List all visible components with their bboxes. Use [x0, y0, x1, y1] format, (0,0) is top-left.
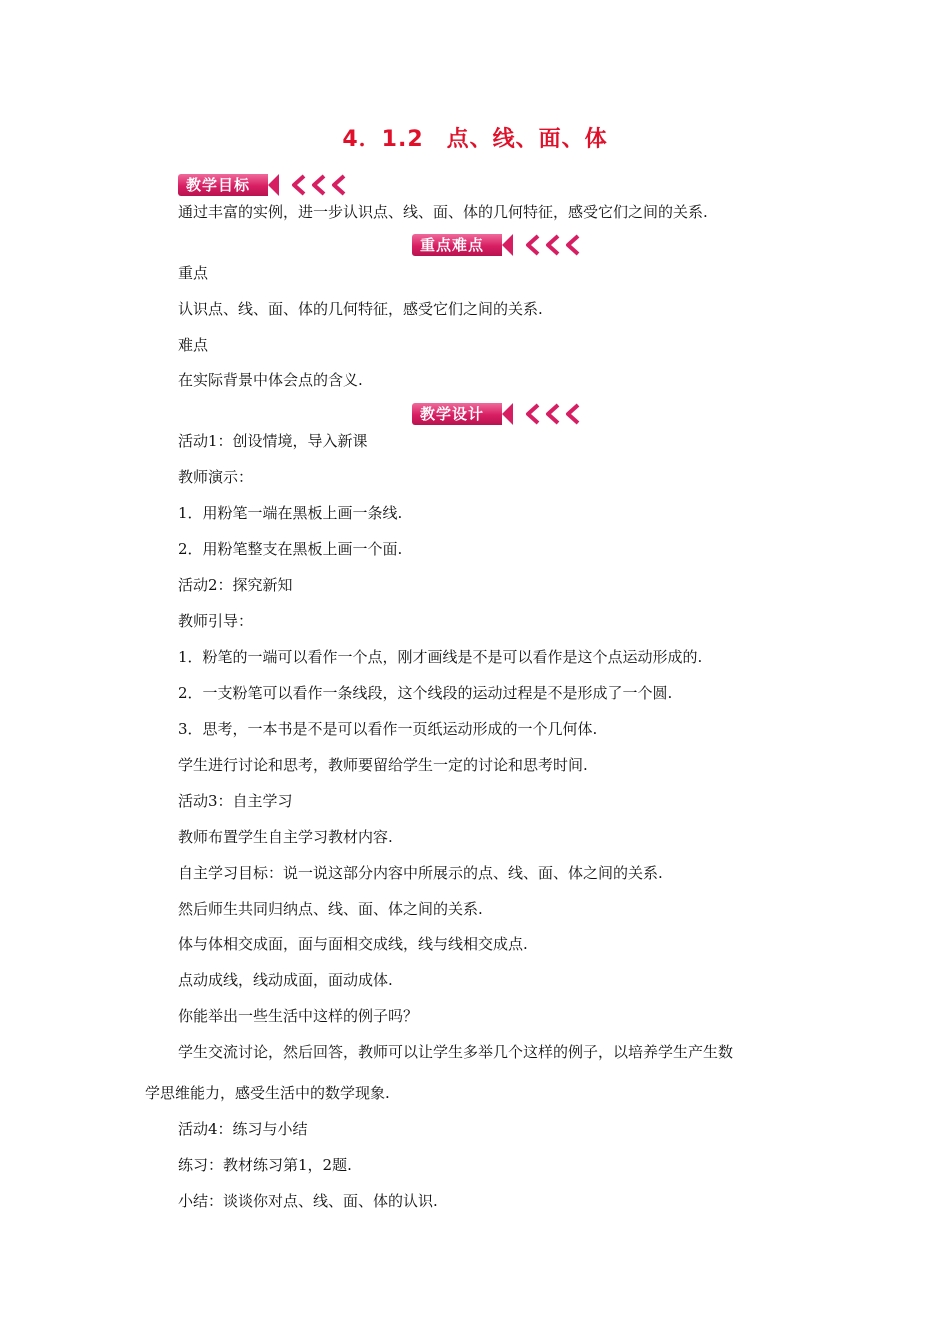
paragraph-continuation: 学思维能力，感受生活中的数学现象. [145, 1084, 390, 1102]
list-item: 3．思考，一本书是不是可以看作一页纸运动形成的一个几何体. [178, 720, 598, 738]
list-item: 2．用粉笔整支在黑板上画一个面. [178, 540, 403, 558]
paragraph: 认识点、线、面、体的几何特征，感受它们之间的关系. [178, 300, 543, 318]
list-item: 1．粉笔的一端可以看作一个点，刚才画线是不是可以看作是这个点运动形成的. [178, 648, 703, 666]
paragraph: 通过丰富的实例，进一步认识点、线、面、体的几何特征，感受它们之间的关系. [178, 203, 708, 221]
subheading-key: 重点 [178, 264, 209, 282]
banner-label: 重点难点 [412, 234, 502, 256]
subheading-difficulty: 难点 [178, 336, 209, 354]
banner-label: 教学设计 [412, 403, 502, 425]
triple-chevron-left-icon [288, 174, 350, 196]
triple-chevron-left-icon [522, 234, 584, 256]
paragraph: 体与体相交成面，面与面相交成线，线与线相交成点. [178, 935, 528, 953]
paragraph: 教师布置学生自主学习教材内容. [178, 828, 393, 846]
section-banner-objectives [178, 172, 350, 198]
paragraph: 教师引导： [178, 612, 254, 630]
section-banner-design [412, 401, 584, 427]
paragraph: 教师演示： [178, 468, 254, 486]
banner-label: 教学目标 [178, 174, 268, 196]
paragraph: 练习：教材练习第1，2题. [178, 1156, 352, 1174]
activity-heading: 活动1：创设情境，导入新课 [178, 432, 368, 450]
list-item: 2．一支粉笔可以看作一条线段，这个线段的运动过程是不是形成了一个圆. [178, 684, 673, 702]
paragraph: 学生进行讨论和思考，教师要留给学生一定的讨论和思考时间. [178, 756, 588, 774]
page-title: 4．1.2 点、线、面、体 [342, 127, 608, 152]
paragraph: 在实际背景中体会点的含义. [178, 371, 363, 389]
triple-chevron-left-icon [522, 403, 584, 425]
paragraph: 你能举出一些生活中这样的例子吗？ [178, 1007, 419, 1025]
activity-heading: 活动2：探究新知 [178, 576, 293, 594]
paragraph: 自主学习目标：说一说这部分内容中所展示的点、线、面、体之间的关系. [178, 864, 663, 882]
paragraph: 然后师生共同归纳点、线、面、体之间的关系. [178, 900, 483, 918]
activity-heading: 活动4：练习与小结 [178, 1120, 308, 1138]
paragraph: 小结：谈谈你对点、线、面、体的认识. [178, 1192, 438, 1210]
paragraph: 点动成线，线动成面，面动成体. [178, 971, 393, 989]
activity-heading: 活动3：自主学习 [178, 792, 293, 810]
list-item: 1．用粉笔一端在黑板上画一条线. [178, 504, 403, 522]
section-banner-keypoints [412, 232, 584, 258]
paragraph: 学生交流讨论，然后回答，教师可以让学生多举几个这样的例子，以培养学生产生数 [178, 1043, 734, 1061]
